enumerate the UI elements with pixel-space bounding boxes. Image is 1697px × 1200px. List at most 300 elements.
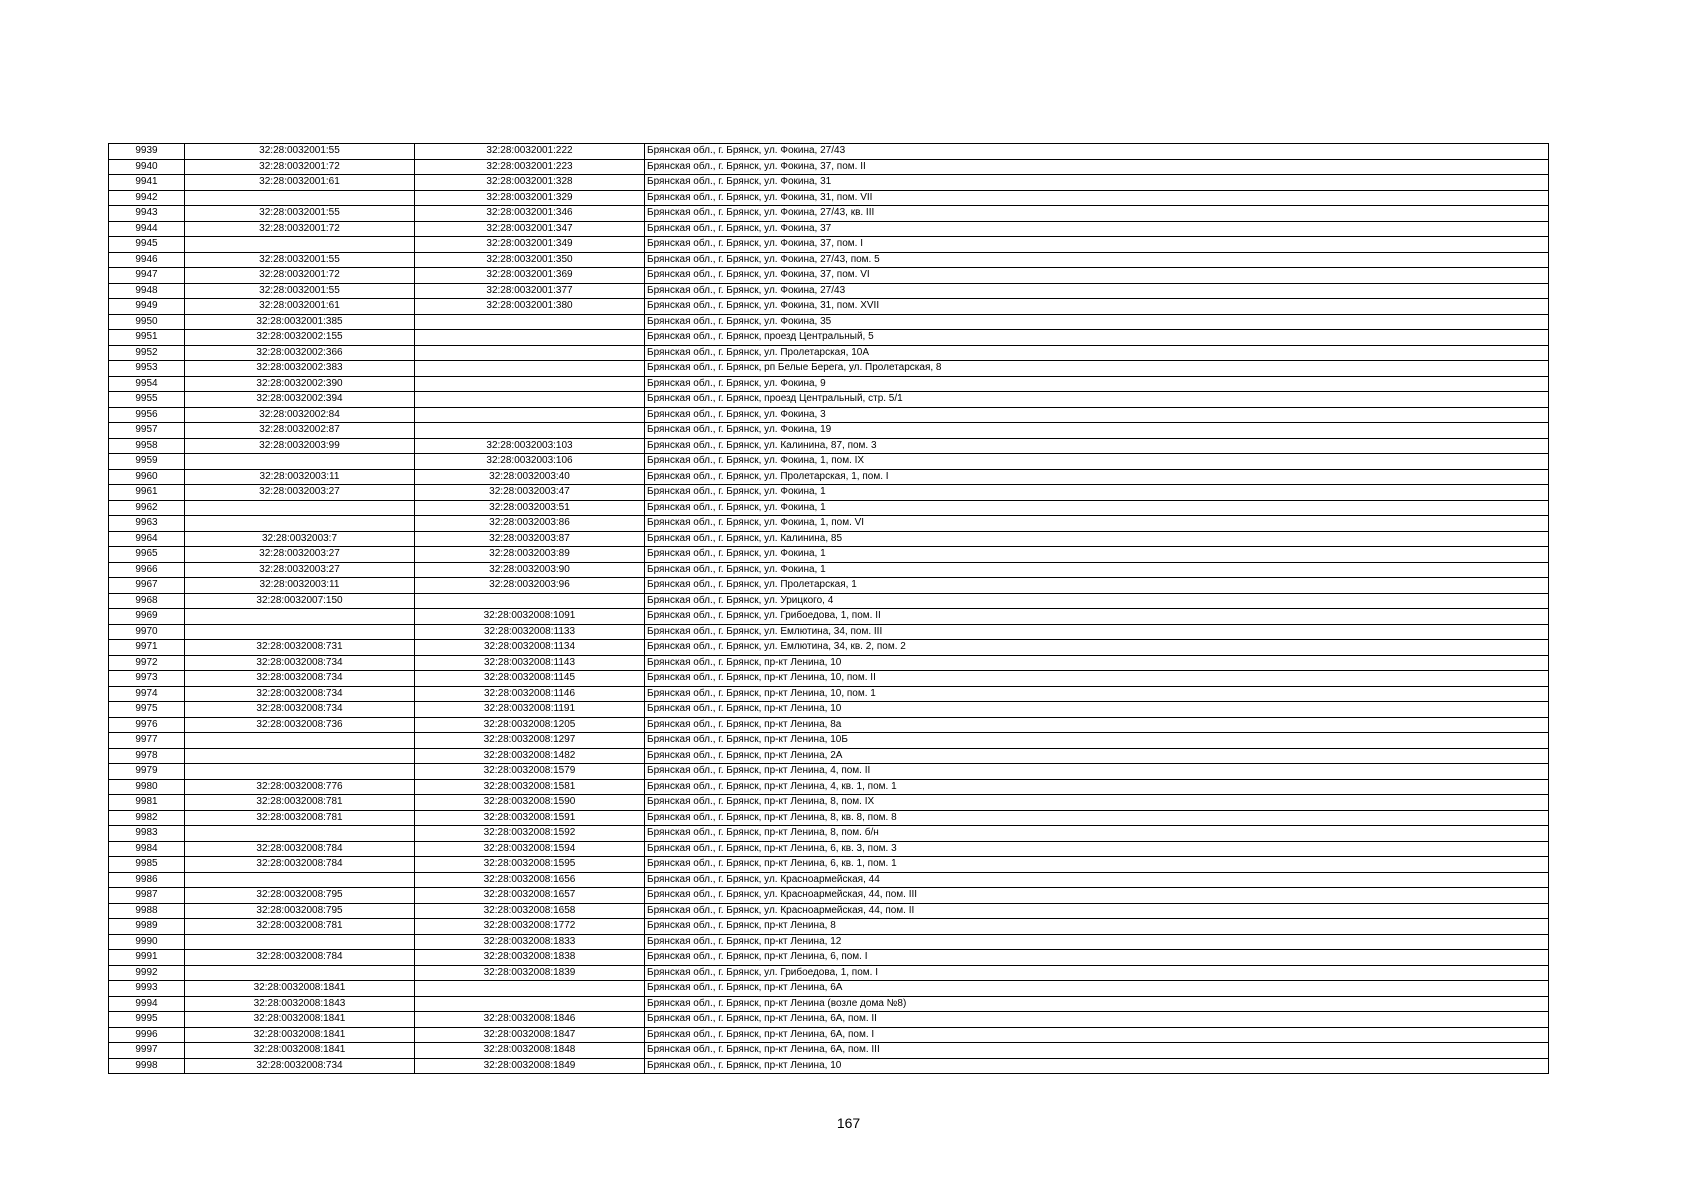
row-number-cell: 9978 xyxy=(109,748,185,764)
address-cell: Брянская обл., г. Брянск, проезд Центральный, стр. 5/1 xyxy=(645,392,1549,408)
cadastral-number-cell: 32:28:0032003:86 xyxy=(415,516,645,532)
row-number-cell: 9955 xyxy=(109,392,185,408)
parent-cadastral-number-cell xyxy=(185,454,415,470)
address-cell: Брянская обл., г. Брянск, пр-кт Ленина, 10 xyxy=(645,702,1549,718)
table-row xyxy=(109,640,1549,656)
table-row xyxy=(109,190,1549,206)
row-number-cell: 9947 xyxy=(109,268,185,284)
address-cell: Брянская обл., г. Брянск, ул. Фокина, 31 xyxy=(645,175,1549,191)
table-row xyxy=(109,1012,1549,1028)
address-cell: Брянская обл., г. Брянск, ул. Калинина, 87, пом. 3 xyxy=(645,438,1549,454)
address-cell: Брянская обл., г. Брянск, ул. Калинина, 85 xyxy=(645,531,1549,547)
table-row xyxy=(109,469,1549,485)
parent-cadastral-number-cell: 32:28:0032001:72 xyxy=(185,159,415,175)
row-number-cell: 9981 xyxy=(109,795,185,811)
parent-cadastral-number-cell: 32:28:0032001:55 xyxy=(185,144,415,160)
address-cell: Брянская обл., г. Брянск, ул. Красноармейская, 44, пом. II xyxy=(645,903,1549,919)
address-cell: Брянская обл., г. Брянск, ул. Фокина, 1 xyxy=(645,500,1549,516)
row-number-cell: 9992 xyxy=(109,965,185,981)
address-cell: Брянская обл., г. Брянск, пр-кт Ленина, 8 xyxy=(645,919,1549,935)
cadastral-number-cell: 32:28:0032008:1297 xyxy=(415,733,645,749)
table-row xyxy=(109,965,1549,981)
address-cell: Брянская обл., г. Брянск, ул. Фокина, 1, пом. VI xyxy=(645,516,1549,532)
cadastral-number-cell: 32:28:0032003:87 xyxy=(415,531,645,547)
parent-cadastral-number-cell: 32:28:0032003:27 xyxy=(185,547,415,563)
address-cell: Брянская обл., г. Брянск, пр-кт Ленина, 6, кв. 3, пом. 3 xyxy=(645,841,1549,857)
table-row xyxy=(109,655,1549,671)
cadastral-number-cell: 32:28:0032008:1191 xyxy=(415,702,645,718)
row-number-cell: 9984 xyxy=(109,841,185,857)
parent-cadastral-number-cell xyxy=(185,624,415,640)
table-row xyxy=(109,764,1549,780)
table-row xyxy=(109,795,1549,811)
parent-cadastral-number-cell: 32:28:0032007:150 xyxy=(185,593,415,609)
cadastral-number-cell: 32:28:0032008:1772 xyxy=(415,919,645,935)
table-row xyxy=(109,733,1549,749)
row-number-cell: 9994 xyxy=(109,996,185,1012)
table-row xyxy=(109,826,1549,842)
row-number-cell: 9997 xyxy=(109,1043,185,1059)
table-row xyxy=(109,717,1549,733)
table-row xyxy=(109,345,1549,361)
parent-cadastral-number-cell xyxy=(185,965,415,981)
table-row xyxy=(109,237,1549,253)
table-row xyxy=(109,1027,1549,1043)
table-row xyxy=(109,872,1549,888)
address-cell: Брянская обл., г. Брянск, пр-кт Ленина, 8, кв. 8, пом. 8 xyxy=(645,810,1549,826)
parent-cadastral-number-cell xyxy=(185,733,415,749)
table-row xyxy=(109,547,1549,563)
table-row xyxy=(109,624,1549,640)
row-number-cell: 9985 xyxy=(109,857,185,873)
cadastral-number-cell: 32:28:0032001:349 xyxy=(415,237,645,253)
address-cell: Брянская обл., г. Брянск, ул. Красноармейская, 44 xyxy=(645,872,1549,888)
cadastral-number-cell: 32:28:0032001:369 xyxy=(415,268,645,284)
address-cell: Брянская обл., г. Брянск, пр-кт Ленина, 6А, пом. I xyxy=(645,1027,1549,1043)
cadastral-number-cell: 32:28:0032001:347 xyxy=(415,221,645,237)
parent-cadastral-number-cell: 32:28:0032008:734 xyxy=(185,686,415,702)
cadastral-number-cell: 32:28:0032008:1839 xyxy=(415,965,645,981)
address-cell: Брянская обл., г. Брянск, ул. Фокина, 37, пом. II xyxy=(645,159,1549,175)
parent-cadastral-number-cell: 32:28:0032001:55 xyxy=(185,206,415,222)
cadastral-number-cell xyxy=(415,314,645,330)
row-number-cell: 9968 xyxy=(109,593,185,609)
row-number-cell: 9979 xyxy=(109,764,185,780)
table-row xyxy=(109,996,1549,1012)
row-number-cell: 9973 xyxy=(109,671,185,687)
address-cell: Брянская обл., г. Брянск, ул. Фокина, 3 xyxy=(645,407,1549,423)
parent-cadastral-number-cell: 32:28:0032008:781 xyxy=(185,795,415,811)
address-cell: Брянская обл., г. Брянск, ул. Урицкого, 4 xyxy=(645,593,1549,609)
table-row xyxy=(109,221,1549,237)
address-cell: Брянская обл., г. Брянск, пр-кт Ленина, 6А, пом. II xyxy=(645,1012,1549,1028)
table-row xyxy=(109,330,1549,346)
cadastral-number-cell: 32:28:0032008:1134 xyxy=(415,640,645,656)
parent-cadastral-number-cell: 32:28:0032001:72 xyxy=(185,268,415,284)
parent-cadastral-number-cell xyxy=(185,872,415,888)
cadastral-number-cell: 32:28:0032008:1482 xyxy=(415,748,645,764)
row-number-cell: 9982 xyxy=(109,810,185,826)
parent-cadastral-number-cell: 32:28:0032003:27 xyxy=(185,485,415,501)
row-number-cell: 9957 xyxy=(109,423,185,439)
table-body xyxy=(109,144,1549,1074)
table-row xyxy=(109,454,1549,470)
table-row xyxy=(109,314,1549,330)
parent-cadastral-number-cell xyxy=(185,500,415,516)
table-row xyxy=(109,950,1549,966)
cadastral-number-cell: 32:28:0032008:1145 xyxy=(415,671,645,687)
table-row xyxy=(109,609,1549,625)
parent-cadastral-number-cell: 32:28:0032001:55 xyxy=(185,283,415,299)
row-number-cell: 9946 xyxy=(109,252,185,268)
address-cell: Брянская обл., г. Брянск, ул. Фокина, 19 xyxy=(645,423,1549,439)
row-number-cell: 9964 xyxy=(109,531,185,547)
cadastral-number-cell: 32:28:0032003:90 xyxy=(415,562,645,578)
row-number-cell: 9958 xyxy=(109,438,185,454)
row-number-cell: 9940 xyxy=(109,159,185,175)
cadastral-number-cell: 32:28:0032003:89 xyxy=(415,547,645,563)
table-row xyxy=(109,919,1549,935)
address-cell: Брянская обл., г. Брянск, ул. Фокина, 1 xyxy=(645,485,1549,501)
cadastral-number-cell: 32:28:0032008:1849 xyxy=(415,1058,645,1074)
address-cell: Брянская обл., г. Брянск, пр-кт Ленина, 10 xyxy=(645,1058,1549,1074)
parent-cadastral-number-cell: 32:28:0032001:385 xyxy=(185,314,415,330)
cadastral-number-cell: 32:28:0032001:329 xyxy=(415,190,645,206)
table-row xyxy=(109,206,1549,222)
cadastral-number-cell: 32:28:0032003:103 xyxy=(415,438,645,454)
cadastral-number-cell xyxy=(415,376,645,392)
table-row xyxy=(109,888,1549,904)
parent-cadastral-number-cell: 32:28:0032008:1841 xyxy=(185,1027,415,1043)
parent-cadastral-number-cell xyxy=(185,826,415,842)
parent-cadastral-number-cell: 32:28:0032003:99 xyxy=(185,438,415,454)
page-number: 167 xyxy=(836,1115,861,1131)
table-row xyxy=(109,779,1549,795)
parent-cadastral-number-cell: 32:28:0032002:394 xyxy=(185,392,415,408)
parent-cadastral-number-cell: 32:28:0032008:784 xyxy=(185,857,415,873)
row-number-cell: 9971 xyxy=(109,640,185,656)
parent-cadastral-number-cell: 32:28:0032008:784 xyxy=(185,950,415,966)
address-cell: Брянская обл., г. Брянск, пр-кт Ленина, 10Б xyxy=(645,733,1549,749)
cadastral-number-cell: 32:28:0032003:47 xyxy=(415,485,645,501)
parent-cadastral-number-cell: 32:28:0032008:734 xyxy=(185,702,415,718)
address-cell: Брянская обл., г. Брянск, ул. Грибоедова, 1, пом. I xyxy=(645,965,1549,981)
row-number-cell: 9953 xyxy=(109,361,185,377)
table-row xyxy=(109,175,1549,191)
cadastral-number-cell: 32:28:0032008:1143 xyxy=(415,655,645,671)
parent-cadastral-number-cell: 32:28:0032001:55 xyxy=(185,252,415,268)
parent-cadastral-number-cell xyxy=(185,764,415,780)
address-cell: Брянская обл., г. Брянск, пр-кт Ленина, 4, пом. II xyxy=(645,764,1549,780)
cadastral-number-cell xyxy=(415,345,645,361)
row-number-cell: 9956 xyxy=(109,407,185,423)
parent-cadastral-number-cell: 32:28:0032008:795 xyxy=(185,903,415,919)
row-number-cell: 9943 xyxy=(109,206,185,222)
address-cell: Брянская обл., г. Брянск, ул. Фокина, 31, пом. VII xyxy=(645,190,1549,206)
parent-cadastral-number-cell: 32:28:0032008:736 xyxy=(185,717,415,733)
table-row xyxy=(109,392,1549,408)
table-row xyxy=(109,407,1549,423)
row-number-cell: 9942 xyxy=(109,190,185,206)
parent-cadastral-number-cell: 32:28:0032008:734 xyxy=(185,1058,415,1074)
cadastral-number-cell: 32:28:0032008:1658 xyxy=(415,903,645,919)
address-cell: Брянская обл., г. Брянск, ул. Фокина, 1 xyxy=(645,562,1549,578)
cadastral-number-cell xyxy=(415,996,645,1012)
address-cell: Брянская обл., г. Брянск, ул. Фокина, 37 xyxy=(645,221,1549,237)
parent-cadastral-number-cell: 32:28:0032001:61 xyxy=(185,299,415,315)
parent-cadastral-number-cell: 32:28:0032008:1841 xyxy=(185,981,415,997)
property-table xyxy=(108,143,1549,1074)
row-number-cell: 9974 xyxy=(109,686,185,702)
address-cell: Брянская обл., г. Брянск, ул. Пролетарская, 1 xyxy=(645,578,1549,594)
table-row xyxy=(109,361,1549,377)
cadastral-number-cell: 32:28:0032001:223 xyxy=(415,159,645,175)
table-row xyxy=(109,748,1549,764)
address-cell: Брянская обл., г. Брянск, ул. Пролетарская, 1, пом. I xyxy=(645,469,1549,485)
cadastral-number-cell: 32:28:0032008:1838 xyxy=(415,950,645,966)
table-row xyxy=(109,578,1549,594)
table-row xyxy=(109,485,1549,501)
parent-cadastral-number-cell: 32:28:0032003:11 xyxy=(185,578,415,594)
cadastral-number-cell: 32:28:0032001:346 xyxy=(415,206,645,222)
table-row xyxy=(109,144,1549,160)
address-cell: Брянская обл., г. Брянск, пр-кт Ленина, 2А xyxy=(645,748,1549,764)
parent-cadastral-number-cell: 32:28:0032003:7 xyxy=(185,531,415,547)
table-row xyxy=(109,268,1549,284)
address-cell: Брянская обл., г. Брянск, ул. Грибоедова, 1, пом. II xyxy=(645,609,1549,625)
row-number-cell: 9939 xyxy=(109,144,185,160)
cadastral-number-cell: 32:28:0032008:1133 xyxy=(415,624,645,640)
table-row xyxy=(109,516,1549,532)
cadastral-number-cell: 32:28:0032008:1594 xyxy=(415,841,645,857)
row-number-cell: 9963 xyxy=(109,516,185,532)
address-cell: Брянская обл., г. Брянск, пр-кт Ленина, 8, пом. IX xyxy=(645,795,1549,811)
parent-cadastral-number-cell: 32:28:0032002:84 xyxy=(185,407,415,423)
cadastral-number-cell: 32:28:0032008:1595 xyxy=(415,857,645,873)
row-number-cell: 9960 xyxy=(109,469,185,485)
cadastral-number-cell: 32:28:0032001:380 xyxy=(415,299,645,315)
table-row xyxy=(109,686,1549,702)
address-cell: Брянская обл., г. Брянск, ул. Фокина, 1, пом. IX xyxy=(645,454,1549,470)
cadastral-number-cell: 32:28:0032001:328 xyxy=(415,175,645,191)
parent-cadastral-number-cell: 32:28:0032002:383 xyxy=(185,361,415,377)
cadastral-number-cell: 32:28:0032003:106 xyxy=(415,454,645,470)
parent-cadastral-number-cell xyxy=(185,934,415,950)
cadastral-number-cell: 32:28:0032008:1657 xyxy=(415,888,645,904)
row-number-cell: 9959 xyxy=(109,454,185,470)
address-cell: Брянская обл., г. Брянск, пр-кт Ленина, 10, пом. 1 xyxy=(645,686,1549,702)
cadastral-number-cell: 32:28:0032001:222 xyxy=(415,144,645,160)
cadastral-number-cell: 32:28:0032008:1848 xyxy=(415,1043,645,1059)
address-cell: Брянская обл., г. Брянск, ул. Пролетарская, 10А xyxy=(645,345,1549,361)
cadastral-number-cell: 32:28:0032008:1833 xyxy=(415,934,645,950)
cadastral-number-cell: 32:28:0032008:1581 xyxy=(415,779,645,795)
address-cell: Брянская обл., г. Брянск, ул. Фокина, 27/43, кв. III xyxy=(645,206,1549,222)
parent-cadastral-number-cell: 32:28:0032008:781 xyxy=(185,810,415,826)
cadastral-number-cell: 32:28:0032008:1590 xyxy=(415,795,645,811)
address-cell: Брянская обл., г. Брянск, ул. Фокина, 1 xyxy=(645,547,1549,563)
table-row xyxy=(109,283,1549,299)
address-cell: Брянская обл., г. Брянск, пр-кт Ленина, 10 xyxy=(645,655,1549,671)
cadastral-number-cell: 32:28:0032001:377 xyxy=(415,283,645,299)
parent-cadastral-number-cell: 32:28:0032002:155 xyxy=(185,330,415,346)
cadastral-number-cell: 32:28:0032008:1847 xyxy=(415,1027,645,1043)
row-number-cell: 9996 xyxy=(109,1027,185,1043)
table-row xyxy=(109,903,1549,919)
table-row xyxy=(109,593,1549,609)
address-cell: Брянская обл., г. Брянск, проезд Центральный, 5 xyxy=(645,330,1549,346)
parent-cadastral-number-cell xyxy=(185,237,415,253)
cadastral-number-cell: 32:28:0032003:51 xyxy=(415,500,645,516)
table-row xyxy=(109,500,1549,516)
table-row xyxy=(109,438,1549,454)
address-cell: Брянская обл., г. Брянск, пр-кт Ленина, 6, кв. 1, пом. 1 xyxy=(645,857,1549,873)
parent-cadastral-number-cell: 32:28:0032003:11 xyxy=(185,469,415,485)
row-number-cell: 9941 xyxy=(109,175,185,191)
row-number-cell: 9993 xyxy=(109,981,185,997)
table-row xyxy=(109,702,1549,718)
cadastral-number-cell: 32:28:0032008:1656 xyxy=(415,872,645,888)
table-row xyxy=(109,1043,1549,1059)
row-number-cell: 9965 xyxy=(109,547,185,563)
address-cell: Брянская обл., г. Брянск, ул. Емлютина, 34, пом. III xyxy=(645,624,1549,640)
parent-cadastral-number-cell: 32:28:0032008:1841 xyxy=(185,1043,415,1059)
parent-cadastral-number-cell xyxy=(185,190,415,206)
row-number-cell: 9970 xyxy=(109,624,185,640)
table-row xyxy=(109,810,1549,826)
parent-cadastral-number-cell: 32:28:0032008:734 xyxy=(185,655,415,671)
cadastral-number-cell xyxy=(415,423,645,439)
row-number-cell: 9949 xyxy=(109,299,185,315)
cadastral-number-cell: 32:28:0032008:1205 xyxy=(415,717,645,733)
address-cell: Брянская обл., г. Брянск, пр-кт Ленина, 6А, пом. III xyxy=(645,1043,1549,1059)
table-row xyxy=(109,841,1549,857)
cadastral-number-cell xyxy=(415,981,645,997)
address-cell: Брянская обл., г. Брянск, ул. Фокина, 37, пом. VI xyxy=(645,268,1549,284)
table-row xyxy=(109,423,1549,439)
cadastral-number-cell xyxy=(415,330,645,346)
table-row xyxy=(109,671,1549,687)
address-cell: Брянская обл., г. Брянск, ул. Фокина, 31, пом. XVII xyxy=(645,299,1549,315)
row-number-cell: 9954 xyxy=(109,376,185,392)
address-cell: Брянская обл., г. Брянск, пр-кт Ленина, 10, пом. II xyxy=(645,671,1549,687)
cadastral-number-cell xyxy=(415,361,645,377)
table-row xyxy=(109,857,1549,873)
cadastral-number-cell: 32:28:0032008:1091 xyxy=(415,609,645,625)
parent-cadastral-number-cell: 32:28:0032008:795 xyxy=(185,888,415,904)
row-number-cell: 9967 xyxy=(109,578,185,594)
address-cell: Брянская обл., г. Брянск, пр-кт Ленина, 8а xyxy=(645,717,1549,733)
table-row xyxy=(109,376,1549,392)
parent-cadastral-number-cell: 32:28:0032002:390 xyxy=(185,376,415,392)
cadastral-number-cell: 32:28:0032001:350 xyxy=(415,252,645,268)
cadastral-number-cell: 32:28:0032003:96 xyxy=(415,578,645,594)
address-cell: Брянская обл., г. Брянск, пр-кт Ленина, 6, пом. I xyxy=(645,950,1549,966)
row-number-cell: 9988 xyxy=(109,903,185,919)
row-number-cell: 9977 xyxy=(109,733,185,749)
address-cell: Брянская обл., г. Брянск, ул. Фокина, 27/43, пом. 5 xyxy=(645,252,1549,268)
parent-cadastral-number-cell: 32:28:0032008:776 xyxy=(185,779,415,795)
row-number-cell: 9989 xyxy=(109,919,185,935)
cadastral-number-cell: 32:28:0032003:40 xyxy=(415,469,645,485)
cadastral-number-cell: 32:28:0032008:1579 xyxy=(415,764,645,780)
table-row xyxy=(109,981,1549,997)
row-number-cell: 9951 xyxy=(109,330,185,346)
address-cell: Брянская обл., г. Брянск, ул. Фокина, 35 xyxy=(645,314,1549,330)
address-cell: Брянская обл., г. Брянск, ул. Фокина, 27/43 xyxy=(645,144,1549,160)
row-number-cell: 9998 xyxy=(109,1058,185,1074)
parent-cadastral-number-cell: 32:28:0032001:61 xyxy=(185,175,415,191)
row-number-cell: 9980 xyxy=(109,779,185,795)
parent-cadastral-number-cell xyxy=(185,748,415,764)
table-row xyxy=(109,252,1549,268)
row-number-cell: 9975 xyxy=(109,702,185,718)
cadastral-number-cell: 32:28:0032008:1146 xyxy=(415,686,645,702)
cadastral-number-cell xyxy=(415,392,645,408)
row-number-cell: 9944 xyxy=(109,221,185,237)
cadastral-number-cell: 32:28:0032008:1592 xyxy=(415,826,645,842)
parent-cadastral-number-cell: 32:28:0032008:784 xyxy=(185,841,415,857)
row-number-cell: 9986 xyxy=(109,872,185,888)
address-cell: Брянская обл., г. Брянск, пр-кт Ленина, 8, пом. б/н xyxy=(645,826,1549,842)
parent-cadastral-number-cell: 32:28:0032008:1841 xyxy=(185,1012,415,1028)
row-number-cell: 9961 xyxy=(109,485,185,501)
table-row xyxy=(109,1058,1549,1074)
address-cell: Брянская обл., г. Брянск, ул. Фокина, 37, пом. I xyxy=(645,237,1549,253)
parent-cadastral-number-cell xyxy=(185,609,415,625)
address-cell: Брянская обл., г. Брянск, ул. Фокина, 9 xyxy=(645,376,1549,392)
address-cell: Брянская обл., г. Брянск, пр-кт Ленина, 4, кв. 1, пом. 1 xyxy=(645,779,1549,795)
table-row xyxy=(109,531,1549,547)
cadastral-number-cell: 32:28:0032008:1591 xyxy=(415,810,645,826)
row-number-cell: 9990 xyxy=(109,934,185,950)
row-number-cell: 9948 xyxy=(109,283,185,299)
address-cell: Брянская обл., г. Брянск, пр-кт Ленина, 6А xyxy=(645,981,1549,997)
parent-cadastral-number-cell: 32:28:0032008:1843 xyxy=(185,996,415,1012)
row-number-cell: 9962 xyxy=(109,500,185,516)
row-number-cell: 9976 xyxy=(109,717,185,733)
address-cell: Брянская обл., г. Брянск, рп Белые Берега, ул. Пролетарская, 8 xyxy=(645,361,1549,377)
cadastral-number-cell xyxy=(415,407,645,423)
row-number-cell: 9983 xyxy=(109,826,185,842)
cadastral-number-cell xyxy=(415,593,645,609)
address-cell: Брянская обл., г. Брянск, ул. Емлютина, 34, кв. 2, пом. 2 xyxy=(645,640,1549,656)
row-number-cell: 9950 xyxy=(109,314,185,330)
row-number-cell: 9987 xyxy=(109,888,185,904)
table-row xyxy=(109,299,1549,315)
table-row xyxy=(109,934,1549,950)
parent-cadastral-number-cell: 32:28:0032008:731 xyxy=(185,640,415,656)
row-number-cell: 9972 xyxy=(109,655,185,671)
table-row xyxy=(109,159,1549,175)
row-number-cell: 9969 xyxy=(109,609,185,625)
parent-cadastral-number-cell: 32:28:0032003:27 xyxy=(185,562,415,578)
row-number-cell: 9952 xyxy=(109,345,185,361)
parent-cadastral-number-cell: 32:28:0032002:87 xyxy=(185,423,415,439)
parent-cadastral-number-cell: 32:28:0032001:72 xyxy=(185,221,415,237)
row-number-cell: 9995 xyxy=(109,1012,185,1028)
address-cell: Брянская обл., г. Брянск, пр-кт Ленина (возле дома №8) xyxy=(645,996,1549,1012)
address-cell: Брянская обл., г. Брянск, ул. Фокина, 27/43 xyxy=(645,283,1549,299)
address-cell: Брянская обл., г. Брянск, ул. Красноармейская, 44, пом. III xyxy=(645,888,1549,904)
cadastral-number-cell: 32:28:0032008:1846 xyxy=(415,1012,645,1028)
parent-cadastral-number-cell: 32:28:0032008:781 xyxy=(185,919,415,935)
row-number-cell: 9945 xyxy=(109,237,185,253)
table-row xyxy=(109,562,1549,578)
parent-cadastral-number-cell xyxy=(185,516,415,532)
row-number-cell: 9966 xyxy=(109,562,185,578)
address-cell: Брянская обл., г. Брянск, пр-кт Ленина, 12 xyxy=(645,934,1549,950)
